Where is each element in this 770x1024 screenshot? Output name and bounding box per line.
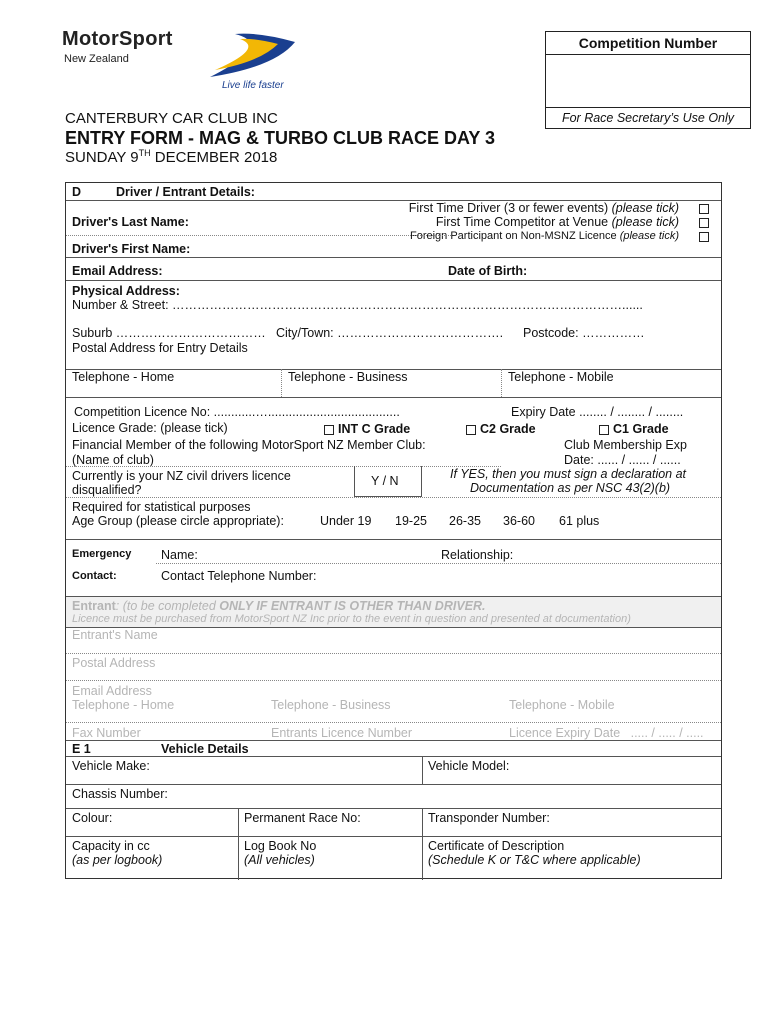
logo-name: MotorSport [62,28,173,50]
entrant-name-label: Entrant's Name [72,628,158,642]
entry-form [65,182,722,879]
licence-grade-label: Licence Grade: (please tick) [72,421,228,435]
expiry-label: Expiry Date ........ / ........ / ........ [511,405,684,419]
postal-address-label: Postal Address for Entry Details [72,341,248,355]
grade-c2[interactable] [466,422,536,436]
first-time-driver-tick-text: (please tick) [611,201,679,215]
name-of-club-label: (Name of club) [72,453,154,467]
section-d-code: D [72,185,82,199]
first-time-venue-label [436,215,679,229]
entrant-licence-expiry-fill: ..... / ..... / ..... [630,726,704,740]
age-option[interactable]: Under 19 [320,514,372,528]
emergency-label: Emergency [72,548,132,560]
section-d-title: Driver / Entrant Details: [116,185,255,199]
capacity-label: Capacity in cc [72,839,150,853]
suburb-label: Suburb ……………………………… [72,326,266,340]
section-e1-title: Vehicle Details [161,742,249,756]
grade-int-c-checkbox[interactable] [324,425,334,435]
first-time-driver-text: First Time Driver (3 or fewer events) [408,201,609,215]
logo-tagline: Live life faster [222,80,284,91]
email-label: Email Address: [72,264,163,278]
competition-number-title: Competition Number [546,32,750,55]
financial-member-label: Financial Member of the following MotorSport NZ Member Club: [72,438,426,452]
first-time-driver-label [409,201,679,215]
foreign-participant-checkbox[interactable] [699,232,709,242]
first-time-driver-checkbox[interactable] [699,204,709,214]
entrant-email-label: Email Address [72,684,152,698]
club-name: CANTERBURY CAR CLUB INC [65,110,278,127]
last-name-label: Driver's Last Name: [72,215,189,229]
tel-mobile-label: Telephone - Mobile [508,370,614,384]
contact-phone-label: Contact Telephone Number: [161,569,317,583]
logo-country: New Zealand [64,53,129,65]
entrant-tel-mobile-label: Telephone - Mobile [509,698,615,712]
entrant-tel-business-label: Telephone - Business [271,698,391,712]
event-date-prefix: SUNDAY 9 [65,149,139,166]
age-option[interactable]: 61 plus [559,514,600,528]
tel-home-label: Telephone - Home [72,370,175,384]
age-option[interactable]: 36-60 [503,514,535,528]
foreign-participant-tick-text: (please tick) [619,230,679,242]
grade-int-c[interactable] [324,422,410,436]
city-label: City/Town: …………………………………. [276,326,504,340]
logbook-label: Log Book No [244,839,317,853]
competition-number-box [545,31,751,129]
first-time-venue-checkbox[interactable] [699,218,709,228]
physical-address-label: Physical Address: [72,284,180,298]
emergency-contact-label: Contact: [72,570,117,582]
grade-c1-text: C1 Grade [613,422,669,436]
club-membership-exp-label: Club Membership Exp [564,438,687,452]
age-group-label: Age Group (please circle appropriate): [72,514,284,528]
certificate-label: Certificate of Description [428,839,565,853]
section-e1-code: E 1 [72,742,91,756]
event-date [65,148,277,166]
relationship-label: Relationship: [441,548,514,562]
entrant-note: : (to be completed [115,599,220,613]
race-no-label: Permanent Race No: [244,811,361,825]
entrant-note-bold: ONLY IF ENTRANT IS OTHER THAN DRIVER. [219,599,486,613]
statistical-label: Required for statistical purposes [72,500,251,514]
first-name-label: Driver's First Name: [72,242,191,256]
entrant-fax-label: Fax Number [72,726,141,740]
logbook-note: (All vehicles) [244,853,315,867]
foreign-participant-label [410,230,679,242]
vehicle-model-label: Vehicle Model: [428,759,510,773]
grade-c2-checkbox[interactable] [466,425,476,435]
if-yes-note-2: Documentation as per NSC 43(2)(b) [470,481,671,495]
chassis-number-label: Chassis Number: [72,787,168,801]
yes-no-box[interactable] [354,466,422,497]
entrant-licence-expiry [509,726,704,740]
entrant-heading [72,599,486,613]
grade-c2-text: C2 Grade [480,422,536,436]
transponder-label: Transponder Number: [428,811,550,825]
race-secretary-note: For Race Secretary’s Use Only [546,107,750,128]
emergency-name-label: Name: [161,548,198,562]
entrants-licence-number-label: Entrants Licence Number [271,726,413,740]
foreign-participant-text: Foreign Participant on Non-MSNZ Licence [409,230,617,242]
age-option[interactable]: 26-35 [449,514,481,528]
event-date-sup: TH [138,148,151,158]
motorsport-logo [60,22,310,97]
first-time-venue-tick-text: (please tick) [611,215,679,229]
if-yes-note-1: If YES, then you must sign a declaration at [450,467,687,481]
licence-no-label: Competition Licence No: ............…...................................... [74,405,400,419]
form-title: ENTRY FORM - MAG & TURBO CLUB RACE DAY 3 [65,128,496,148]
certificate-note: (Schedule K or T&C where applicable) [428,853,641,867]
entrant-licence-note: Licence must be purchased from MotorSport NZ Inc prior to the event in question and presented at documentation) [72,613,631,625]
entrant-tel-home-label: Telephone - Home [72,698,175,712]
age-option[interactable]: 19-25 [395,514,427,528]
grade-c1-checkbox[interactable] [599,425,609,435]
first-time-venue-text: First Time Competitor at Venue [435,215,609,229]
street-label: Number & Street: ………………………………………………………………………………………………...... [72,298,643,312]
disqualified-question-1: Currently is your NZ civil drivers licence [72,469,291,483]
disqualified-question-2: disqualified? [72,483,142,497]
colour-label: Colour: [72,811,113,825]
yes-no-text: Y / N [371,474,399,488]
entrant-licence-expiry-label: Licence Expiry Date [509,726,621,740]
entrant-label: Entrant [72,599,116,613]
dob-label: Date of Birth: [448,264,528,278]
postcode-label: Postcode: …………… [523,326,645,340]
vehicle-make-label: Vehicle Make: [72,759,150,773]
membership-date-label: Date: ...... / ...... / ...... [564,453,681,467]
capacity-note: (as per logbook) [72,853,163,867]
grade-c1[interactable] [599,422,669,436]
entrant-postal-label: Postal Address [72,656,156,670]
event-date-suffix: DECEMBER 2018 [150,149,278,166]
grade-int-c-text: INT C Grade [338,422,411,436]
tel-business-label: Telephone - Business [288,370,408,384]
